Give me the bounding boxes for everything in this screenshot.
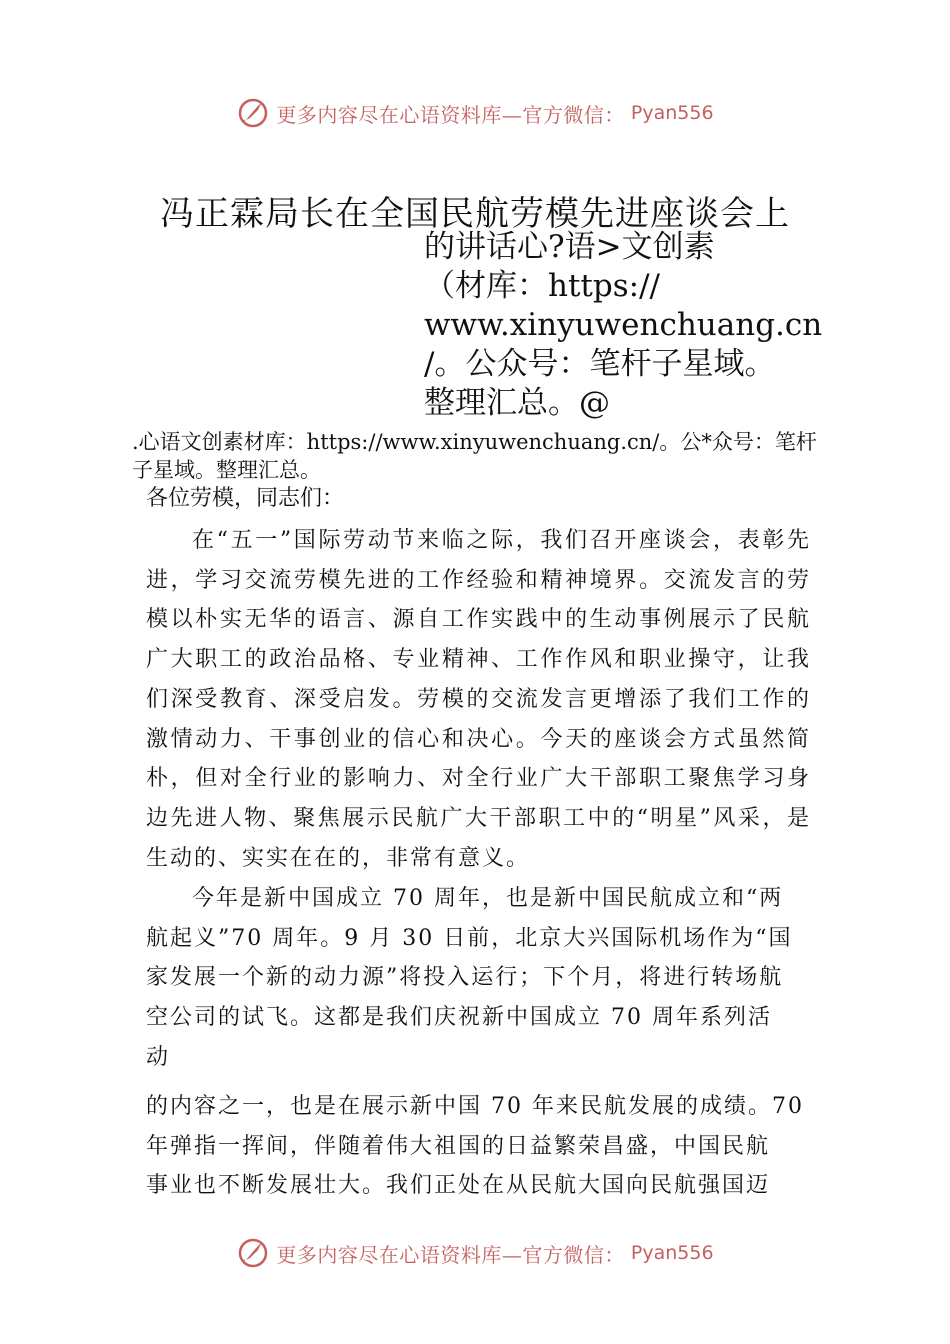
- title-line-2: 的讲话心?语>文创素: [424, 229, 715, 265]
- paragraph-2-line: 动: [146, 1044, 171, 1070]
- title-line-6: 整理汇总。@: [424, 385, 610, 421]
- title-line-3: （材库：https://: [424, 268, 660, 304]
- source-note: .心语文创素材库：https://www.xinyuwenchuang.cn/。公*众号：笔杆子星域。整理汇总。: [132, 430, 817, 482]
- paragraph-3-line: 年弹指一挥间，伴随着伟大祖国的日益繁荣昌盛，中国民航: [146, 1133, 771, 1159]
- title-line-4: www.xinyuwenchuang.cn: [424, 307, 823, 343]
- watermark-wechat-id: Pyan556: [630, 1242, 714, 1264]
- watermark-footer: [0, 1236, 950, 1270]
- paragraph-3: [146, 1087, 811, 1206]
- paragraph-2-line: 空公司的试飞。这都是我们庆祝新中国成立 70 周年系列活: [146, 1005, 772, 1031]
- quill-logo-icon: [236, 1236, 270, 1270]
- paragraph-1-text: 在“五一”国际劳动节来临之际，我们召开座谈会，表彰先进，学习交流劳模先进的工作经验和精神境界。交流发言的劳模以朴实无华的语言、源自工作实践中的生动事例展示了民航广大职工的政治品格、专业精神、工作作风和职业操守，让我们深受教育、深受启发。劳模的交流发言更增添了我们工作的激情动力、干事创业的信心和决心。今天的座谈会方式虽然简朴，但对全行业的影响力、对全行业广大干部职工聚焦学习身边先进人物、聚焦展示民航广大干部职工中的“明星”风采，是生动的、实实在在的，非常有意义。: [146, 528, 811, 871]
- watermark-wechat-id: Pyan556: [630, 102, 714, 124]
- quill-logo-icon: [236, 96, 270, 130]
- watermark-header: [0, 96, 950, 130]
- watermark-text: 更多内容尽在心语资料库—官方微信：: [276, 102, 625, 127]
- paragraph-1: [146, 521, 811, 878]
- paragraph-3-line: 的内容之一，也是在展示新中国 70 年来民航发展的成绩。70: [146, 1094, 804, 1119]
- paragraph-3-line: 事业也不断发展壮大。我们正处在从民航大国向民航强国迈: [146, 1173, 771, 1199]
- watermark-text: 更多内容尽在心语资料库—官方微信：: [276, 1242, 625, 1267]
- paragraph-2-line: 航起义”70 周年。9 月 30 日前，北京大兴国际机场作为“国: [146, 925, 793, 951]
- paragraph-2-line: 今年是新中国成立 70 周年，也是新中国民航成立和“两: [192, 886, 784, 911]
- salutation: 各位劳模，同志们：: [146, 486, 345, 511]
- paragraph-2: [146, 879, 811, 1078]
- paragraph-2-line: 家发展一个新的动力源”将投入运行；下个月，将进行转场航: [146, 965, 784, 991]
- title-line-5: /。公众号：笔杆子星域。: [424, 346, 776, 382]
- title-continuation: [424, 228, 844, 423]
- title-line-1: 冯正霖局长在全国民航劳模先进座谈会上: [160, 194, 790, 234]
